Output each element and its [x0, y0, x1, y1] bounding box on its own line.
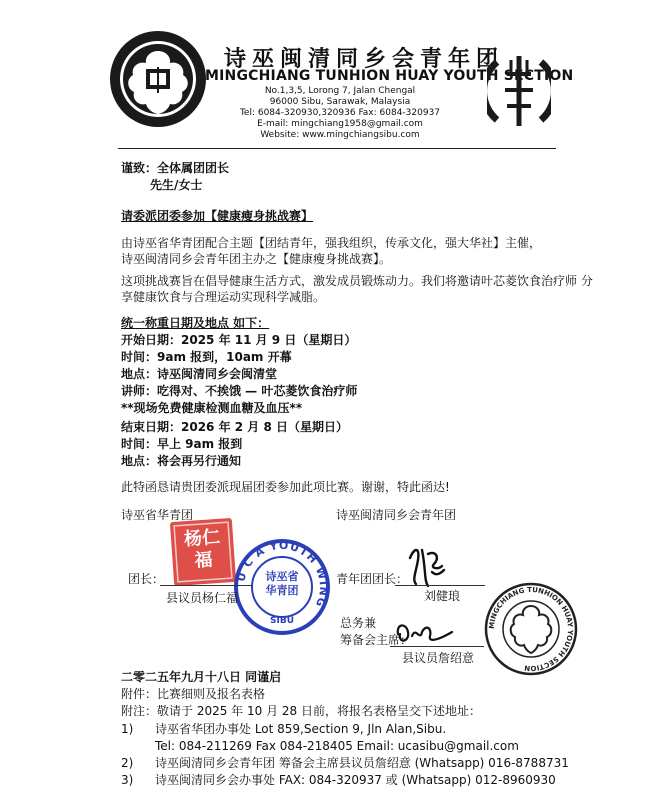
secretary-title-line-1: 总务兼: [340, 616, 377, 630]
left-signatory-org: 诗巫省华青团: [121, 508, 194, 522]
right-signature-line: [395, 585, 485, 586]
end-time: 时间：早上 9am 报到: [121, 437, 243, 451]
schedule-block: [121, 315, 357, 417]
to-value: 全体属团团长: [157, 161, 230, 175]
header-contact-block: [200, 86, 480, 141]
address-line-2: 96000 Sibu, Sarawak, Malaysia: [269, 97, 411, 107]
uca-youth-wing-stamp: [233, 538, 331, 636]
attachment-label: 附件：: [121, 687, 158, 701]
salutation: 先生/女士: [150, 178, 203, 192]
org-name-english: MINGCHIANG TUNHION HUAY YOUTH SECTION: [205, 68, 574, 84]
name-seal-stamp: [168, 516, 239, 588]
address-item-line: 诗巫省华团办事处 Lot 859,Section 9, Jln Alan,Sibu.: [155, 722, 447, 736]
end-venue: 地点：将会再另行通知: [121, 454, 242, 468]
schedule-heading: 统一称重日期及地点 如下：: [121, 316, 270, 330]
seal-characters: 杨仁福: [183, 526, 221, 572]
note-label: 附注：: [121, 704, 158, 718]
org-name-chinese: 诗巫闽清同乡会青年团: [224, 47, 505, 72]
address-item-number: 1): [121, 722, 134, 736]
start-time: 时间：9am 报到，10am 开幕: [121, 350, 292, 364]
left-signature-line: [160, 585, 252, 586]
paragraph-2: [121, 273, 593, 305]
closing-sentence: 此特函恳请贵团委派现届团委参加此项比赛。谢谢，特此函达!: [121, 480, 450, 494]
right-logo: [487, 52, 551, 130]
secretary-signature-line: [390, 646, 484, 647]
black-round-stamp-icon: [484, 582, 578, 676]
address-item-number: 2): [121, 756, 134, 770]
start-date: 开始日期：2025 年 11 月 9 日（星期日）: [121, 333, 357, 347]
attachment-line: [121, 687, 265, 702]
note-value: 敬请于 2025 年 10 月 28 日前，将报名表格呈交下述地址：: [157, 704, 481, 718]
attachment-value: 比赛细则及报名表格: [157, 687, 266, 701]
address-item-line: 诗巫闽清同乡会办事处 FAX: 084-320937 或 (Whatsapp) 012-8960930: [155, 773, 556, 787]
letter-date: 二零二五年九月十八日 同谨启: [121, 670, 282, 684]
speaker: 讲师：吃得对、不挨饿 — 叶芯菱饮食治疗师: [121, 384, 358, 398]
mingchiang-youth-stamp: [484, 582, 578, 676]
right-stamp-ring-text: MINGCHIANG TUNHION HUAY YOUTH SECTION: [487, 585, 575, 673]
youth-section-logo-icon: [487, 52, 551, 130]
address-item-line: 诗巫闽清同乡会青年团 筹备会主席县议员詹绍意 (Whatsapp) 016-8788731: [155, 756, 569, 770]
left-logo: [108, 27, 208, 131]
secretary-title-line-2: 筹备会主席：: [340, 633, 413, 647]
health-check-note: **现场免费健康检测血糖及血压**: [121, 401, 303, 415]
association-emblem-logo-icon: [108, 27, 208, 131]
paragraph-2-line: 这项挑战赛旨在倡导健康生活方式，激发成员锻炼动力。我们将邀请叶芯菱饮食治疗师 分: [121, 274, 593, 288]
paragraph-1-line: 由诗巫省华青团配合主题【团结青年，强我组织，传承文化，强大华社】主催，: [121, 236, 542, 250]
end-schedule-block: [121, 419, 348, 470]
address-item-line: Tel: 084-211269 Fax 084-218405 Email: ucasibu@gmail.com: [155, 739, 519, 753]
right-signatory-title: 青年团团长：: [336, 572, 409, 586]
recipient-line: [121, 161, 229, 176]
secretary-name: 县议员詹绍意: [402, 651, 475, 665]
paragraph-1: [121, 235, 541, 267]
note-line: [121, 704, 481, 719]
svg-text:MINGCHIANG TUNHION HUAY YOUTH: [488, 586, 574, 672]
handwritten-signature-1: [402, 540, 448, 590]
website-address: Website: www.mingchiangsibu.com: [260, 130, 420, 140]
handwritten-signature-2: [392, 618, 462, 648]
left-signatory-name: 县议员杨仁福: [166, 591, 239, 605]
stamp-center-text: 诗巫省华青团: [265, 570, 299, 597]
right-signatory-name: 刘健琅: [424, 589, 461, 603]
left-signatory-title: 团长：: [128, 572, 165, 586]
telephone-fax: Tel: 6084-320930,320936 Fax: 6084-320937: [239, 108, 441, 118]
right-signatory-org: 诗巫闽清同乡会青年团: [336, 508, 457, 522]
to-label: 谨致：: [121, 161, 158, 175]
start-venue: 地点：诗巫闽清同乡会闽清堂: [121, 367, 278, 381]
email-address: E-mail: mingchiang1958@gmail.com: [257, 119, 423, 129]
stamp-ring-text: U C A YOUTH WING: [234, 538, 331, 610]
paragraph-2-line: 享健康饮食与合理运动实现科学减脂。: [121, 290, 326, 304]
address-line-1: No.1,3,5, Lorong 7, Jalan Chengal: [264, 86, 416, 96]
header-separator: [118, 148, 556, 149]
paragraph-1-line: 诗巫闽清同乡会青年团主办之【健康瘦身挑战赛】。: [121, 252, 392, 266]
address-item-number: 3): [121, 773, 134, 787]
end-date: 结束日期：2026 年 2 月 8 日（星期日）: [121, 420, 348, 434]
subject-line: 请委派团委参加【健康瘦身挑战赛】: [121, 209, 314, 223]
stamp-bottom-text: SIBU: [270, 616, 294, 626]
